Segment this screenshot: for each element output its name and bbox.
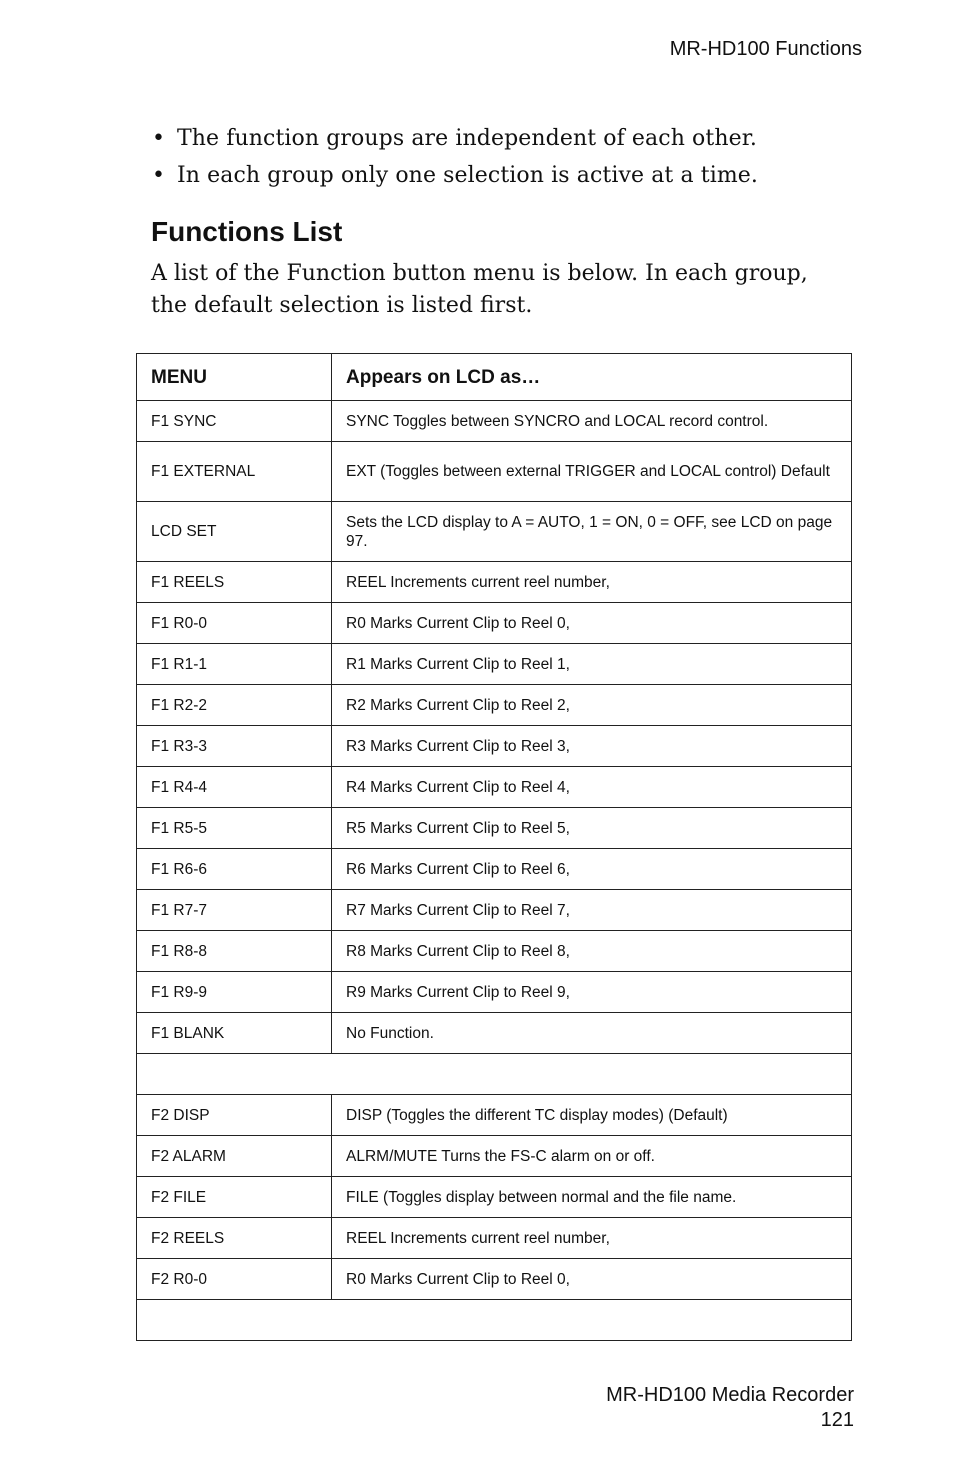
lcd-cell: R1 Marks Current Clip to Reel 1, [332,644,852,685]
lcd-cell: R0 Marks Current Clip to Reel 0, [332,1259,852,1300]
bullet-marker: • [152,126,166,151]
menu-cell: F1 SYNC [137,401,332,442]
running-head: MR-HD100 Functions [669,38,862,60]
lcd-cell: R2 Marks Current Clip to Reel 2, [332,685,852,726]
table-row [137,562,852,603]
menu-cell: F1 R1-1 [137,644,332,685]
table-row [137,442,852,502]
lcd-cell: REEL Increments current reel number, [332,562,852,603]
lcd-cell: REEL Increments current reel number, [332,1218,852,1259]
bullet-marker: • [152,163,166,188]
lcd-cell: R9 Marks Current Clip to Reel 9, [332,972,852,1013]
lcd-cell: R5 Marks Current Clip to Reel 5, [332,808,852,849]
table-row [137,849,852,890]
menu-cell: F2 R0-0 [137,1259,332,1300]
menu-cell: F1 R2-2 [137,685,332,726]
table-row [137,1095,852,1136]
lcd-cell: SYNC Toggles between SYNCRO and LOCAL record control. [332,401,852,442]
table-row [137,685,852,726]
table-row [137,1013,852,1054]
spacer-cell [137,1300,852,1341]
menu-cell: F1 BLANK [137,1013,332,1054]
table-row [137,1136,852,1177]
footer-product: MR-HD100 Media Recorder [606,1384,854,1406]
menu-cell: F1 R4-4 [137,767,332,808]
menu-cell: F2 ALARM [137,1136,332,1177]
table-row [137,1259,852,1300]
table-row [137,603,852,644]
menu-cell: F1 R8-8 [137,931,332,972]
page-number: 121 [820,1409,854,1431]
menu-cell: F2 DISP [137,1095,332,1136]
lcd-cell: R7 Marks Current Clip to Reel 7, [332,890,852,931]
menu-cell: F2 REELS [137,1218,332,1259]
lcd-cell: DISP (Toggles the different TC display modes) (Default) [332,1095,852,1136]
menu-cell: F1 R3-3 [137,726,332,767]
bullet-text: In each group only one selection is active at a time. [177,163,759,188]
table-row [137,890,852,931]
table-row [137,401,852,442]
lcd-cell: No Function. [332,1013,852,1054]
lcd-cell: R0 Marks Current Clip to Reel 0, [332,603,852,644]
table-row [137,644,852,685]
lcd-cell: FILE (Toggles display between normal and the file name. [332,1177,852,1218]
menu-cell: F1 EXTERNAL [137,442,332,502]
menu-cell: F1 R7-7 [137,890,332,931]
table-spacer-row [137,1300,852,1341]
table-row [137,972,852,1013]
bullet-text: The function groups are independent of each other. [177,126,758,151]
menu-cell: F1 R0-0 [137,603,332,644]
table-header-row [137,354,852,401]
table-row [137,767,852,808]
spacer-cell [137,1054,852,1095]
header-lcd: Appears on LCD as… [332,354,852,401]
table-row [137,808,852,849]
lcd-cell: R4 Marks Current Clip to Reel 4, [332,767,852,808]
bullet-item [152,120,758,157]
table-row [137,1218,852,1259]
section-title: Functions List [151,216,343,247]
table-row [137,1177,852,1218]
table-row [137,931,852,972]
lcd-cell: EXT (Toggles between external TRIGGER and LOCAL control) Default [332,442,852,502]
table-spacer-row [137,1054,852,1095]
header-menu: MENU [137,354,332,401]
section-intro: A list of the Function button menu is below. In each group, the default selection is listed first. [151,261,808,318]
lcd-cell: Sets the LCD display to A = AUTO, 1 = ON, 0 = OFF, see LCD on page 97. [332,502,852,562]
menu-cell: F1 R9-9 [137,972,332,1013]
menu-cell: F2 FILE [137,1177,332,1218]
lcd-cell: R8 Marks Current Clip to Reel 8, [332,931,852,972]
lcd-cell: ALRM/MUTE Turns the FS-C alarm on or off. [332,1136,852,1177]
table-row [137,726,852,767]
bullet-list [152,120,758,194]
functions-table [136,353,852,1341]
table-row [137,502,852,562]
menu-cell: F1 R6-6 [137,849,332,890]
bullet-item [152,157,758,194]
lcd-cell: R3 Marks Current Clip to Reel 3, [332,726,852,767]
menu-cell: F1 REELS [137,562,332,603]
menu-cell: LCD SET [137,502,332,562]
page-footer [606,1383,854,1433]
menu-cell: F1 R5-5 [137,808,332,849]
lcd-cell: R6 Marks Current Clip to Reel 6, [332,849,852,890]
